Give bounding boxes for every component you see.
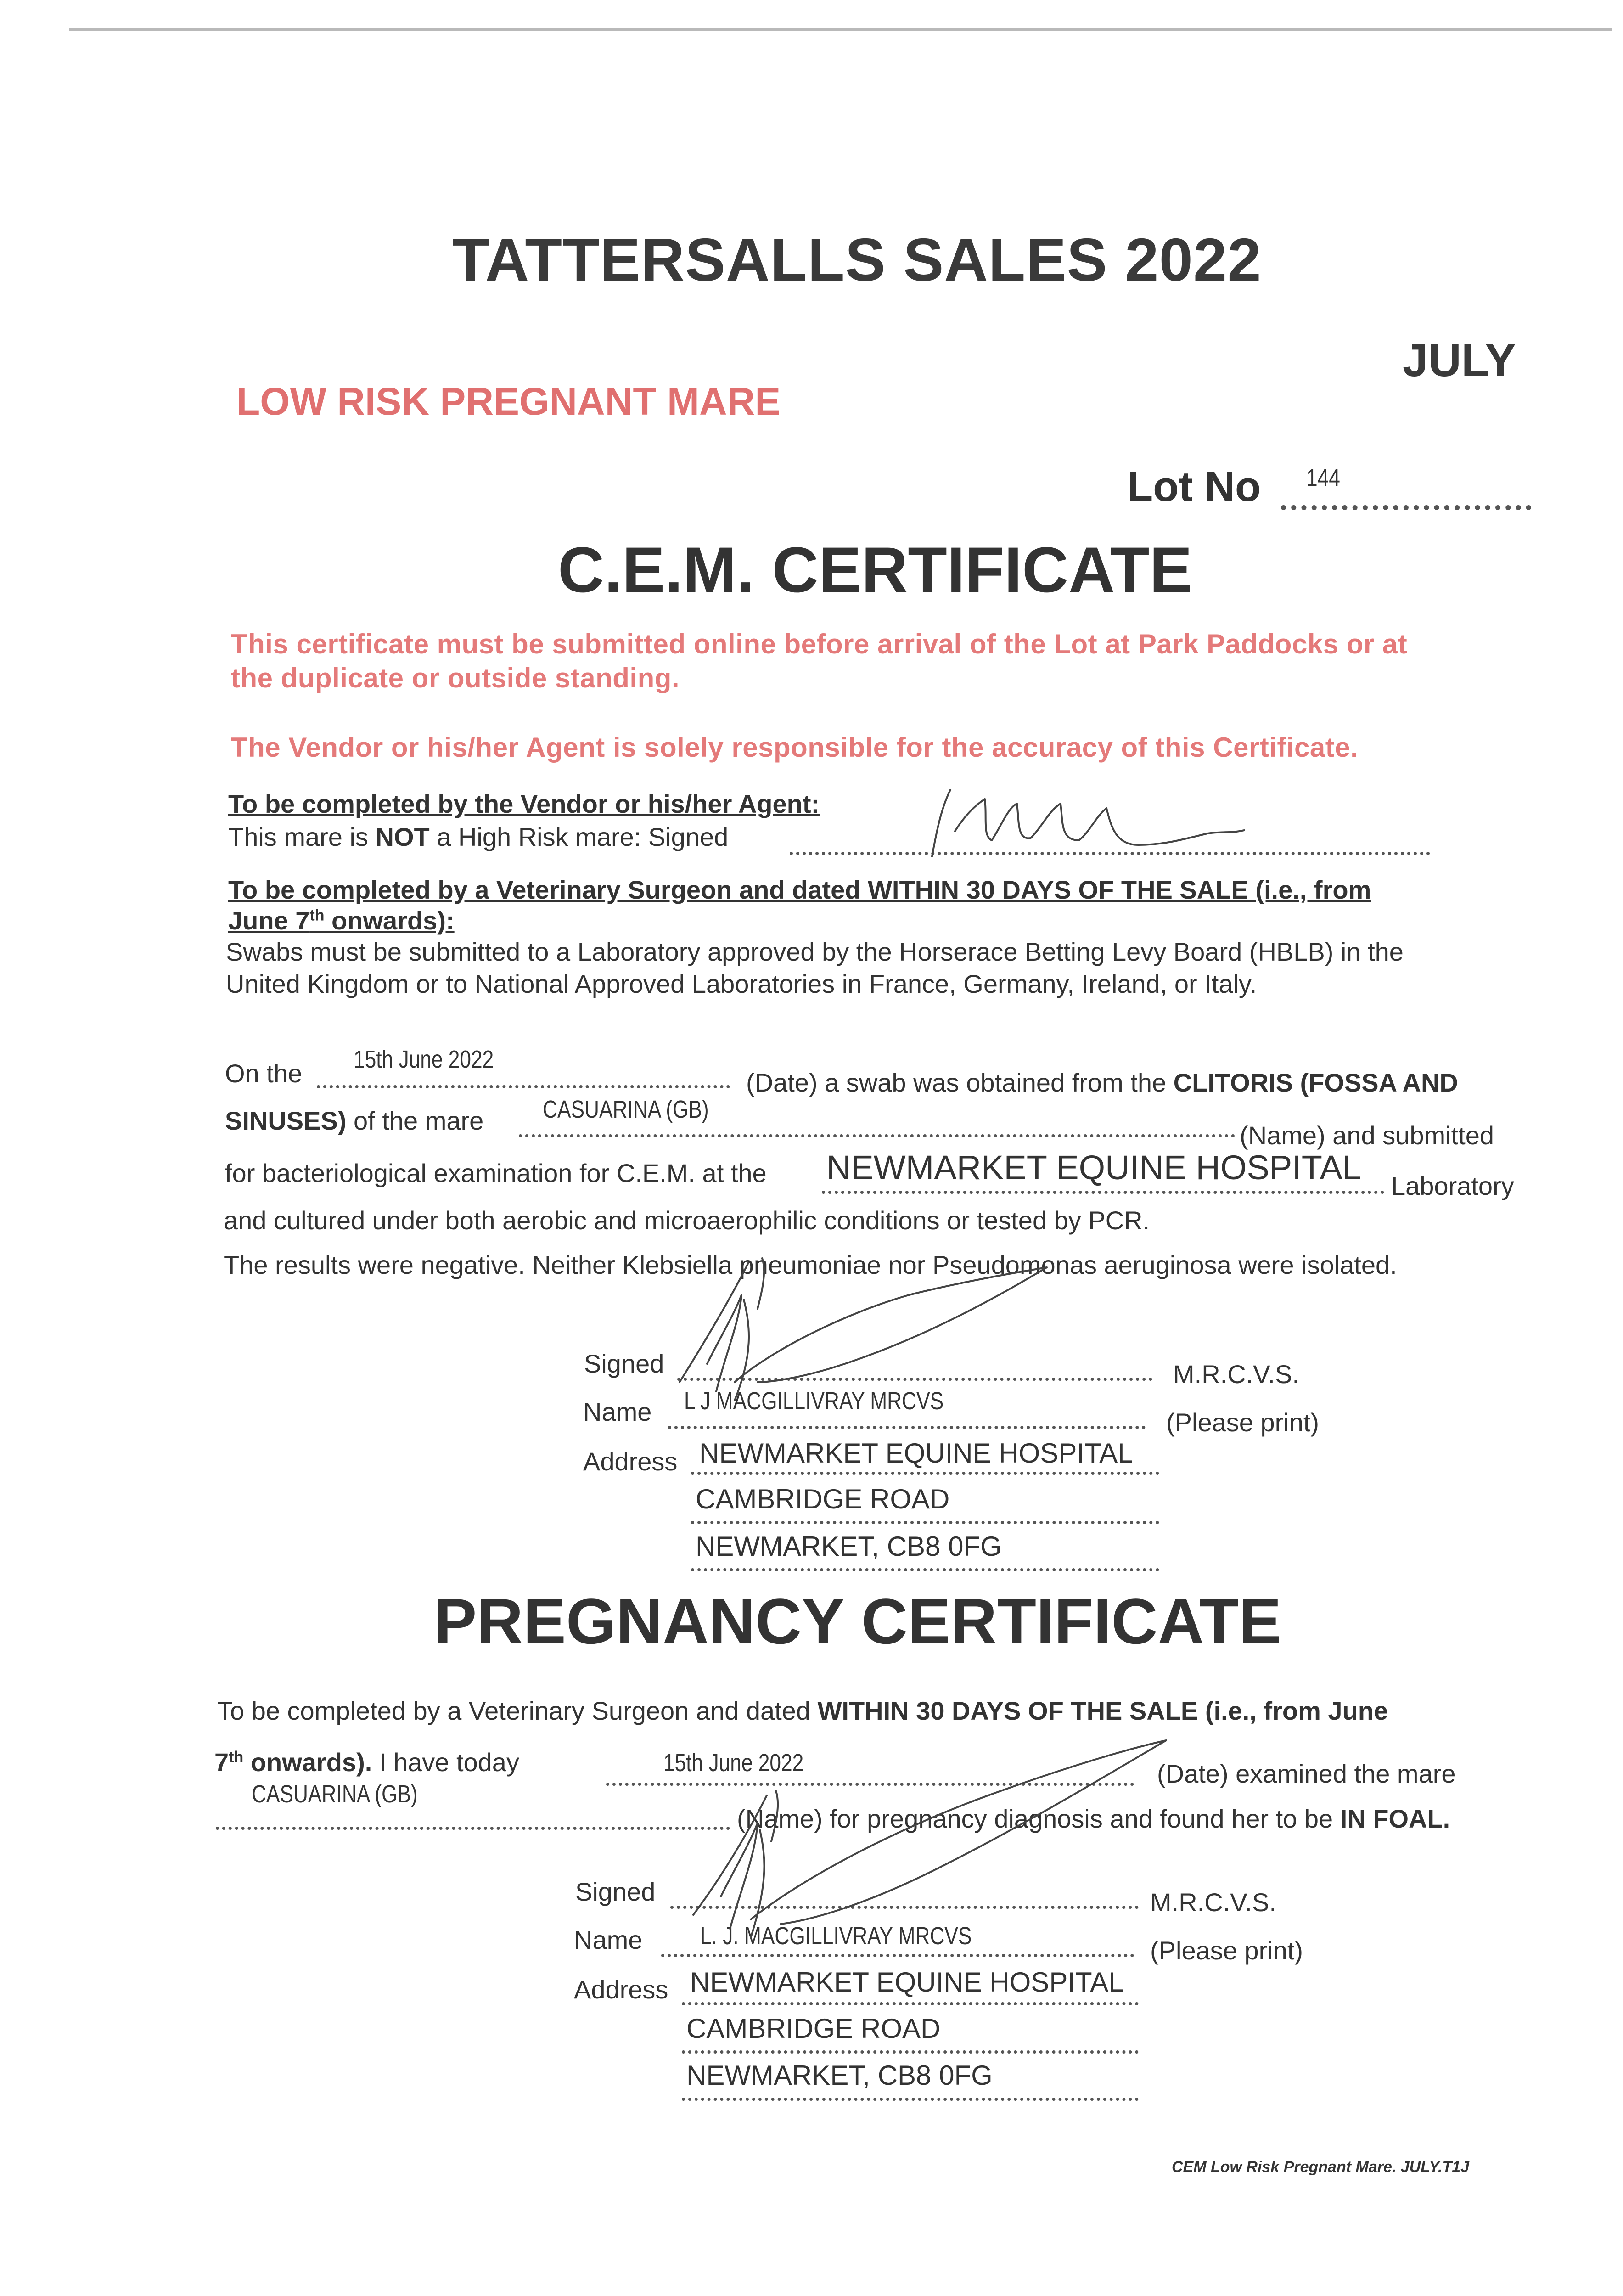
preg-please-print: (Please print) <box>1150 1936 1303 1965</box>
category-heading: LOW RISK PREGNANT MARE <box>236 380 781 423</box>
vet-section-heading-line-1: To be completed by a Veterinary Surgeon and dated WITHIN 30 DAYS OF THE SALE (i.e., from <box>228 875 1371 904</box>
vet-section-heading-line-2: June 7th onwards): <box>228 906 455 935</box>
cem-address-line-3: NEWMARKET, CB8 0FG <box>696 1531 1002 1562</box>
preg-mrcvs-label: M.R.C.V.S. <box>1150 1888 1276 1917</box>
preg-address-line-3: NEWMARKET, CB8 0FG <box>686 2060 993 2091</box>
pregnancy-text-line-2-end: (Date) examined the mare <box>1157 1759 1456 1788</box>
preg-address-line-2: CAMBRIDGE ROAD <box>686 2013 941 2044</box>
pregnancy-text-line-2-start: 7th onwards). I have today <box>214 1748 519 1777</box>
results-text: The results were negative. Neither Klebsiella pneumoniae nor Pseudomonas aeruginosa were isolated. <box>224 1250 1397 1279</box>
top-rule <box>69 28 1612 31</box>
cem-address-dots-3 <box>691 1568 1159 1571</box>
form-reference: CEM Low Risk Pregnant Mare. JULY.T1J <box>1172 2158 1470 2176</box>
cem-please-print: (Please print) <box>1166 1408 1320 1437</box>
submission-notice-line-2: the duplicate or outside standing. <box>231 663 680 693</box>
pregnancy-vet-signature <box>652 1722 1295 1979</box>
vendor-section-heading: To be completed by the Vendor or his/her Agent: <box>228 789 820 818</box>
swab-date-line <box>317 1085 730 1088</box>
laboratory-requirement-line-1: Swabs must be submitted to a Laboratory approved by the Horserace Betting Levy Board (HBLB) in the <box>226 937 1404 966</box>
mare-name-line <box>519 1134 1235 1137</box>
cem-address-label: Address <box>583 1447 678 1476</box>
preg-vet-name: L. J. MACGILLIVRAY MRCVS <box>700 1922 972 1950</box>
cem-vet-name: L J MACGILLIVRAY MRCVS <box>684 1387 944 1415</box>
pregnancy-mare-name: CASUARINA (GB) <box>252 1780 418 1808</box>
cem-signed-label: Signed <box>584 1349 664 1378</box>
submission-notice-line-1: This certificate must be submitted online before arrival of the Lot at Park Paddocks or at <box>231 629 1408 659</box>
pregnancy-exam-date: 15th June 2022 <box>663 1749 804 1777</box>
cem-mrcvs-label: M.R.C.V.S. <box>1173 1360 1299 1389</box>
bacteriological-text: for bacteriological examination for C.E.M. at the <box>225 1159 767 1187</box>
cem-address-dots-1 <box>691 1472 1159 1475</box>
lot-label: Lot No <box>1127 463 1261 510</box>
preg-address-dots-1 <box>682 2002 1139 2005</box>
culture-conditions-text: and cultured under both aerobic and microaerophilic conditions or tested by PCR. <box>224 1206 1150 1235</box>
pregnancy-text-line-1: To be completed by a Veterinary Surgeon and dated WITHIN 30 DAYS OF THE SALE (i.e., from June <box>217 1696 1388 1725</box>
cem-address-line-1: NEWMARKET EQUINE HOSPITAL <box>699 1438 1133 1469</box>
cem-certificate-title: C.E.M. CERTIFICATE <box>558 534 1192 606</box>
preg-address-label: Address <box>574 1975 668 2004</box>
sale-month: JULY <box>1403 335 1516 386</box>
preg-name-label: Name <box>574 1925 643 1954</box>
vendor-statement: This mare is NOT a High Risk mare: Signed <box>228 822 729 851</box>
document-title: TATTERSALLS SALES 2022 <box>452 226 1262 293</box>
preg-signed-label: Signed <box>575 1877 656 1906</box>
on-the-label: On the <box>225 1059 303 1088</box>
laboratory-suffix: Laboratory <box>1391 1171 1514 1200</box>
cem-vet-signature <box>652 1244 1134 1414</box>
cem-name-line <box>668 1426 1146 1429</box>
lot-number: 144 <box>1306 464 1340 492</box>
laboratory-name: NEWMARKET EQUINE HOSPITAL <box>826 1148 1361 1187</box>
name-submitted-text: (Name) and submitted <box>1240 1121 1494 1150</box>
responsibility-notice: The Vendor or his/her Agent is solely responsible for the accuracy of this Certificate. <box>231 732 1359 763</box>
cem-name-label: Name <box>583 1397 652 1426</box>
laboratory-requirement-line-2: United Kingdom or to National Approved Laboratories in France, Germany, Ireland, or Italy. <box>226 969 1257 998</box>
mare-label: SINUSES) of the mare <box>225 1106 484 1135</box>
swab-date-text: (Date) a swab was obtained from the CLITORIS (FOSSA AND <box>746 1068 1458 1097</box>
lot-number-dots <box>1281 505 1531 510</box>
pregnancy-text-line-3: (Name) for pregnancy diagnosis and found her to be IN FOAL. <box>737 1804 1450 1833</box>
preg-address-dots-2 <box>682 2050 1139 2054</box>
cem-address-dots-2 <box>691 1521 1159 1524</box>
preg-address-line-1: NEWMARKET EQUINE HOSPITAL <box>690 1967 1124 1998</box>
preg-address-dots-3 <box>682 2098 1139 2101</box>
laboratory-line <box>822 1191 1384 1194</box>
vendor-signature <box>923 776 1272 863</box>
cem-address-line-2: CAMBRIDGE ROAD <box>696 1484 950 1514</box>
cem-mare-name: CASUARINA (GB) <box>543 1096 709 1123</box>
swab-date: 15th June 2022 <box>354 1046 494 1073</box>
pregnancy-certificate-title: PREGNANCY CERTIFICATE <box>434 1585 1282 1657</box>
